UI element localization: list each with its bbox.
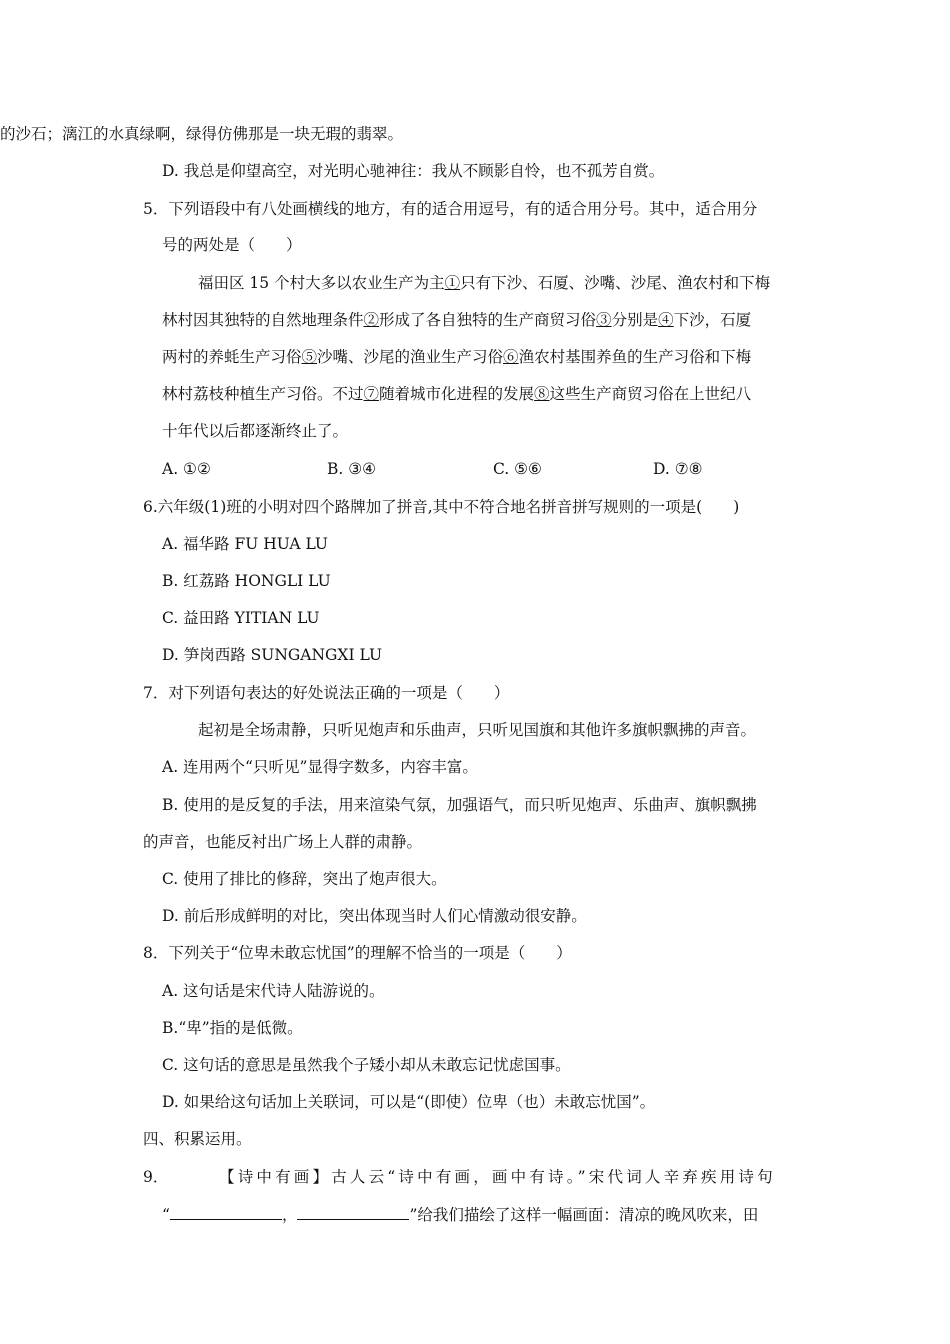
q5-passage-line4: 林村荔枝种植生产习俗。不过⑦随着城市化进程的发展⑧这些生产商贸习俗在上世纪八 xyxy=(162,385,752,403)
q4-option-d: D. 我总是仰望高空，对光明心驰神往：我从不顾影自怜，也不孤芳自赏。 xyxy=(162,162,665,180)
q6-stem: 6.六年级(1)班的小明对四个路牌加了拼音,其中不符合地名拼音拼写规则的一项是( ) xyxy=(143,498,740,516)
q6-option-a: A. 福华路 FU HUA LU xyxy=(162,535,328,553)
blank-marker-6: ⑥ xyxy=(503,348,519,366)
q7-option-c: C. 使用了排比的修辞，突出了炮声很大。 xyxy=(162,870,447,888)
q5-stem-line1: 5．下列语段中有八处画横线的地方，有的适合用逗号，有的适合用分号。其中，适合用分 xyxy=(143,200,758,218)
q9-stem-line1: 【诗中有画】古人云“诗中有画，画中有诗。”宋代词人辛弃疾用诗句 xyxy=(219,1168,776,1186)
q6-option-b: B. 红荔路 HONGLI LU xyxy=(162,572,331,590)
blank-marker-1: ① xyxy=(444,274,461,292)
blank-marker-5: ⑤ xyxy=(301,348,318,366)
blank-marker-8: ⑧ xyxy=(534,385,550,403)
blank-marker-2: ② xyxy=(363,311,380,329)
answer-blank-1[interactable] xyxy=(170,1204,282,1220)
answer-blank-2[interactable] xyxy=(297,1204,409,1220)
q6-option-c: C. 益田路 YITIAN LU xyxy=(162,609,320,627)
q8-option-d: D. 如果给这句话加上关联词，可以是“(即使）位卑（也）未敢忘忧国”。 xyxy=(162,1093,656,1111)
q5-option-a: A. ①② xyxy=(162,460,211,478)
q7-stem: 7．对下列语句表达的好处说法正确的一项是（ ） xyxy=(143,684,510,702)
q5-passage-line2: 林村因其独特的自然地理条件②形成了各自独特的生产商贸习俗③分别是④下沙，石厦 xyxy=(162,311,752,329)
q5-passage-line5: 十年代以后都逐渐终止了。 xyxy=(162,422,349,440)
section-title: 四、积累运用。 xyxy=(143,1130,252,1148)
q5-option-c: C. ⑤⑥ xyxy=(493,460,542,478)
q5-option-b: B. ③④ xyxy=(327,460,377,478)
q5-passage-line1: 福田区 15 个村大多以农业生产为主①只有下沙、石厦、沙嘴、沙尾、渔农村和下梅 xyxy=(198,274,771,292)
q5-passage-line3: 两村的养蚝生产习俗⑤沙嘴、沙尾的渔业生产习俗⑥渔农村基围养鱼的生产习俗和下梅 xyxy=(162,348,752,366)
q8-stem: 8．下列关于“位卑未敢忘忧国”的理解不恰当的一项是（ ） xyxy=(143,944,572,962)
q6-option-d: D. 笋岗西路 SUNGANGXI LU xyxy=(162,646,383,664)
q7-option-a: A. 连用两个“只听见”显得字数多，内容丰富。 xyxy=(162,758,478,776)
q7-option-b-line1: B. 使用的是反复的手法，用来渲染气氛，加强语气，而只听见炮声、乐曲声、旗帜飘拂 xyxy=(162,796,757,814)
blank-marker-4: ④ xyxy=(658,311,674,329)
blank-marker-7: ⑦ xyxy=(363,385,380,403)
q9-number: 9． xyxy=(143,1168,169,1186)
q8-option-a: A. 这句话是宋代诗人陆游说的。 xyxy=(162,982,385,1000)
q8-option-c: C. 这句话的意思是虽然我个子矮小却从未敢忘记忧虑国事。 xyxy=(162,1056,571,1074)
q7-option-b-line2: 的声音，也能反衬出广场上人群的肃静。 xyxy=(143,833,423,851)
q5-stem-line2: 号的两处是（ ） xyxy=(162,236,302,254)
q4-option-c-tail: 的沙石；漓江的水真绿啊，绿得仿佛那是一块无瑕的翡翠。 xyxy=(0,125,404,143)
blank-marker-3: ③ xyxy=(596,311,612,329)
q5-option-d: D. ⑦⑧ xyxy=(653,460,703,478)
q8-option-b: B.“卑”指的是低微。 xyxy=(162,1019,303,1037)
q9-stem-line2: “ ， ”给我们描绘了这样一幅画面：清凉的晚风吹来，田 xyxy=(162,1206,759,1224)
q7-quote: 起初是全场肃静，只听见炮声和乐曲声，只听见国旗和其他许多旗帜飘拂的声音。 xyxy=(198,721,757,739)
q7-option-d: D. 前后形成鲜明的对比，突出体现当时人们心情激动很安静。 xyxy=(162,907,587,925)
